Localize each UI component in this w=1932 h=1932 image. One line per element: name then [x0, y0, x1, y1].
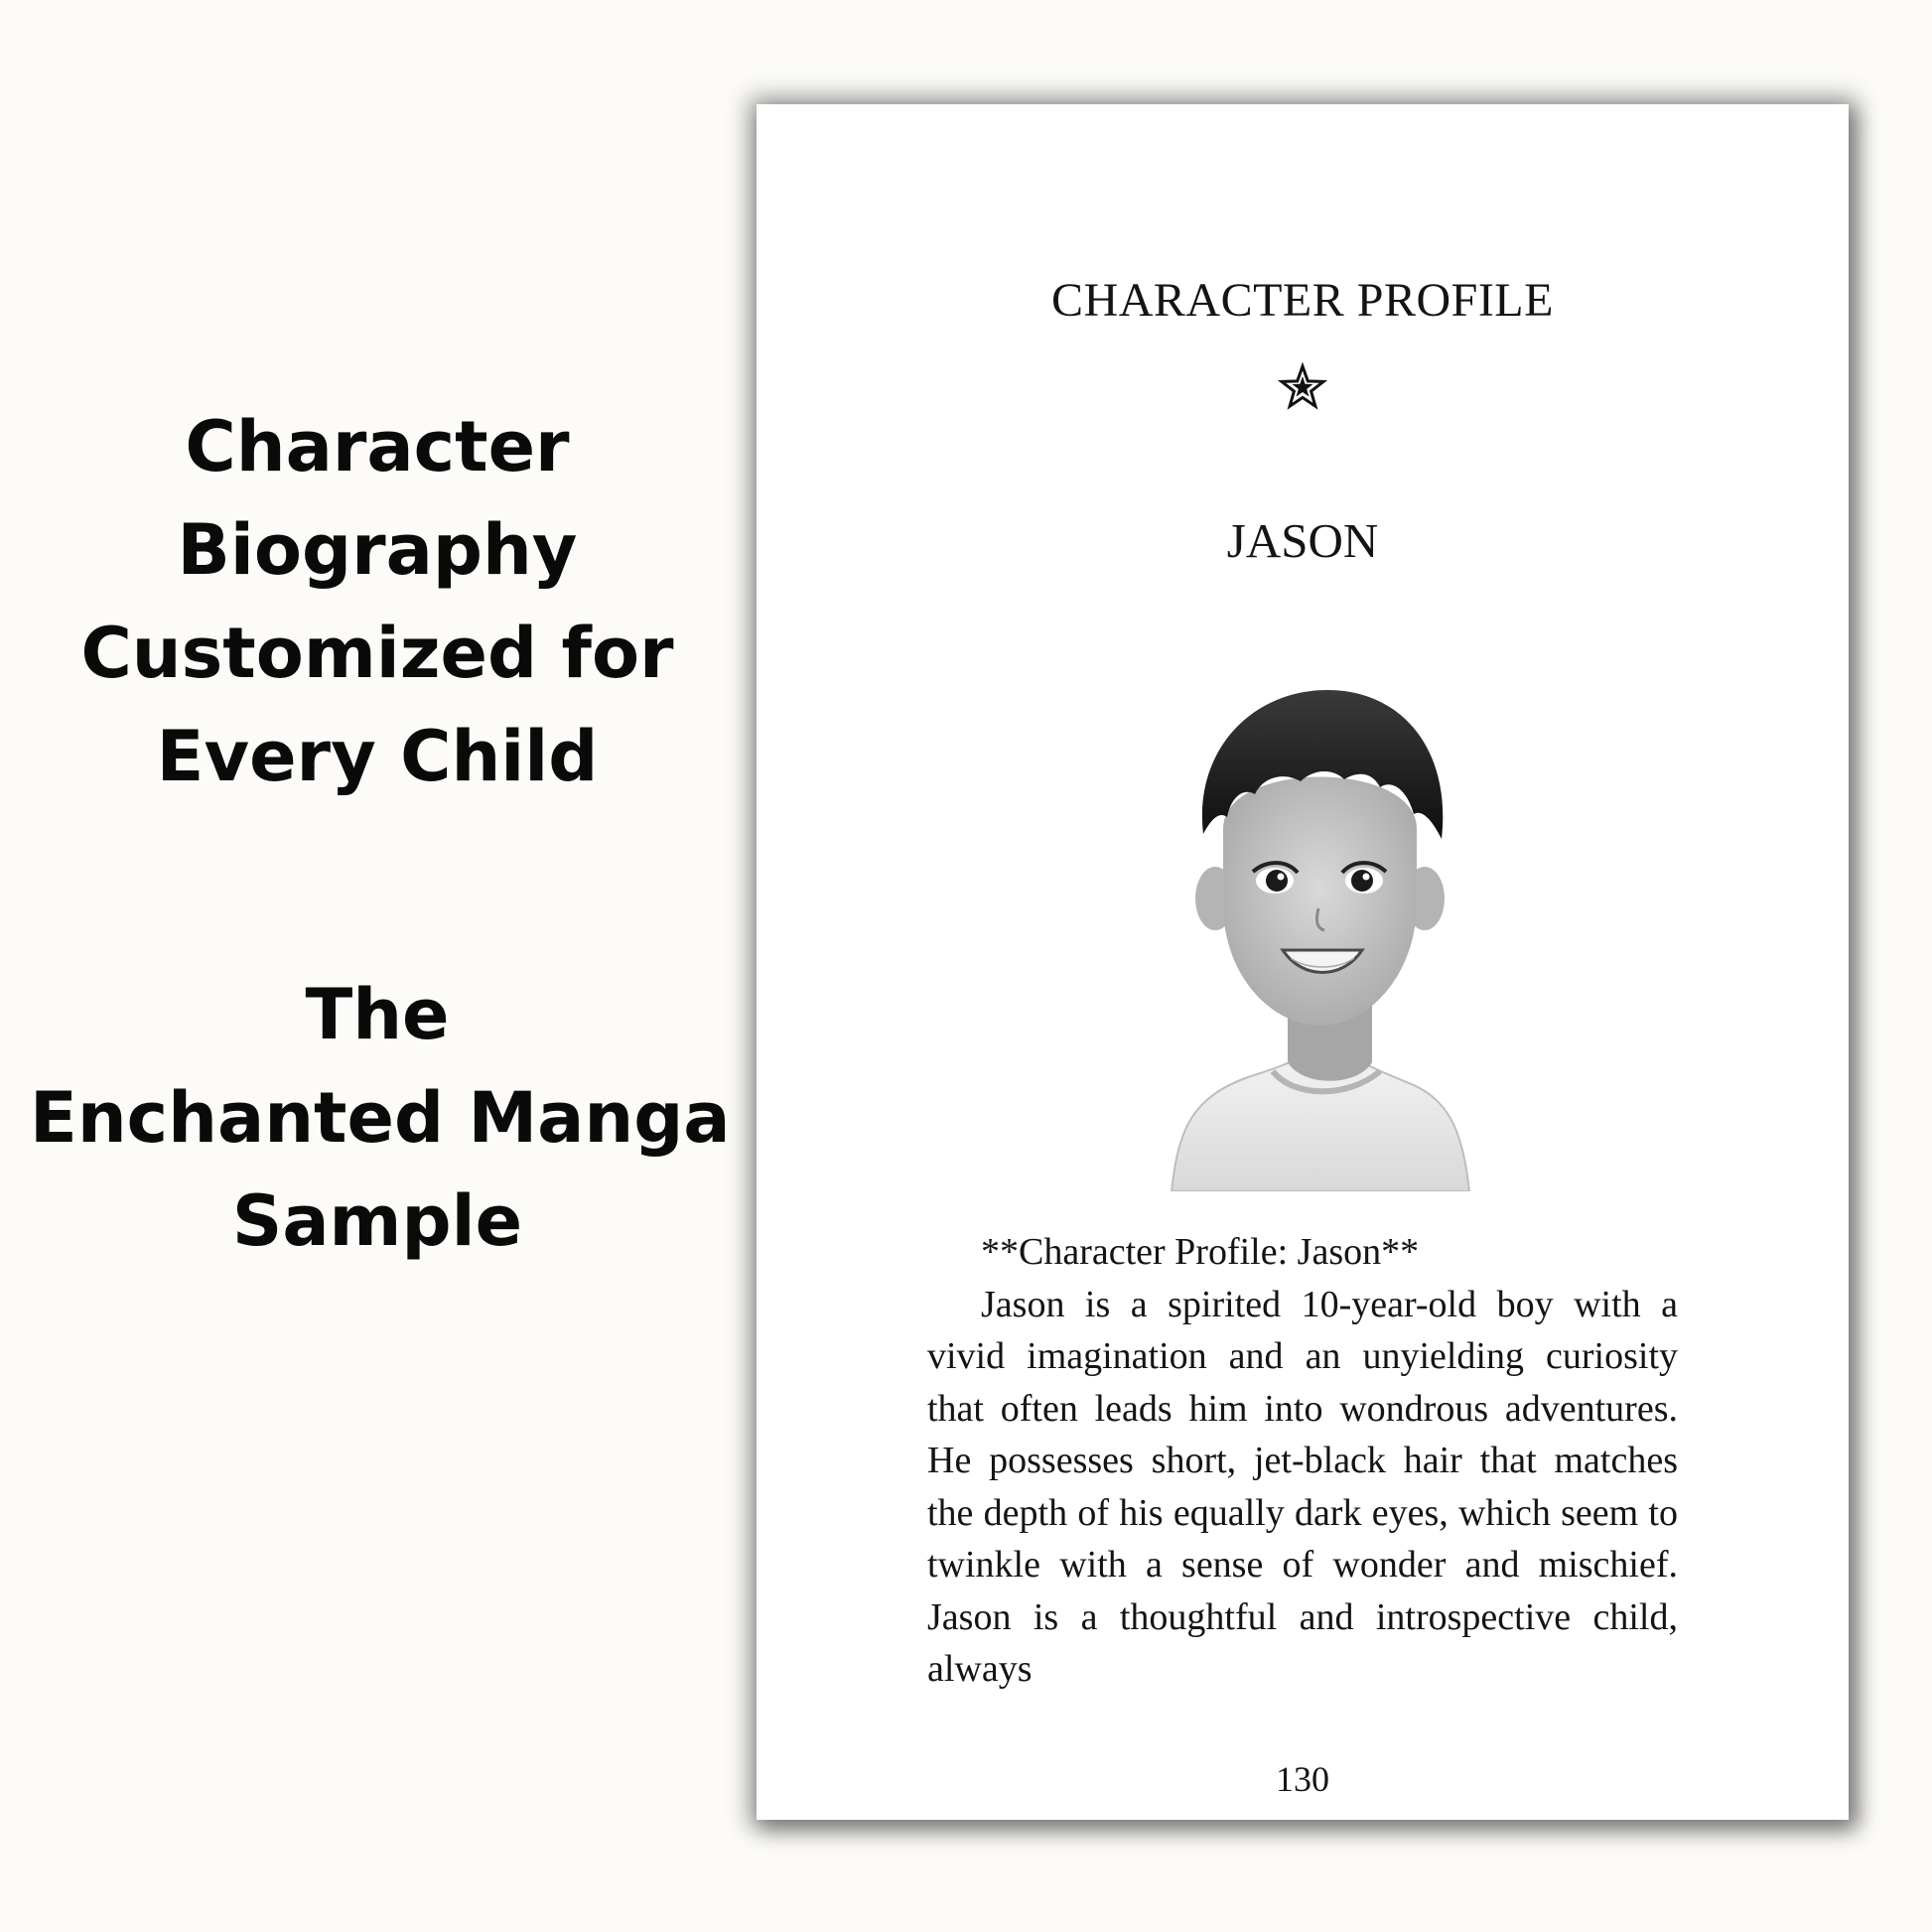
- page-header: CHARACTER PROFILE: [1051, 274, 1554, 327]
- promo-sample-label: [30, 963, 731, 1273]
- promo-sample-line: Sample: [231, 1180, 523, 1262]
- promo-sample-line: Enchanted Manga: [30, 1077, 731, 1159]
- page-number: 130: [1276, 1759, 1329, 1799]
- boy-portrait-illustration: [1154, 660, 1481, 1191]
- star-icon: [1278, 362, 1327, 412]
- character-name: JASON: [1226, 513, 1379, 568]
- promo-sample-line: The: [305, 974, 450, 1055]
- profile-title: **Character Profile: Jason**: [981, 1231, 1420, 1273]
- promo-heading-line: Character: [185, 406, 570, 487]
- promo-heading: [30, 395, 725, 808]
- book-page: [757, 104, 1849, 1820]
- promo-heading-line: Customized for: [80, 613, 674, 694]
- promo-heading-line: Biography: [177, 509, 578, 591]
- promo-heading-line: Every Child: [156, 716, 599, 797]
- profile-text: [927, 1226, 1678, 1696]
- profile-body: Jason is a spirited 10-year-old boy with a vivid imagination and an unyielding curiosity that often leads him into wondrous adventures. He possesses short, jet-black hair that matches the depth of his equally dark eyes, which seem to twinkle with a sense of wonder and mischief. Jason is a thoughtful and introspective child, always: [927, 1283, 1678, 1690]
